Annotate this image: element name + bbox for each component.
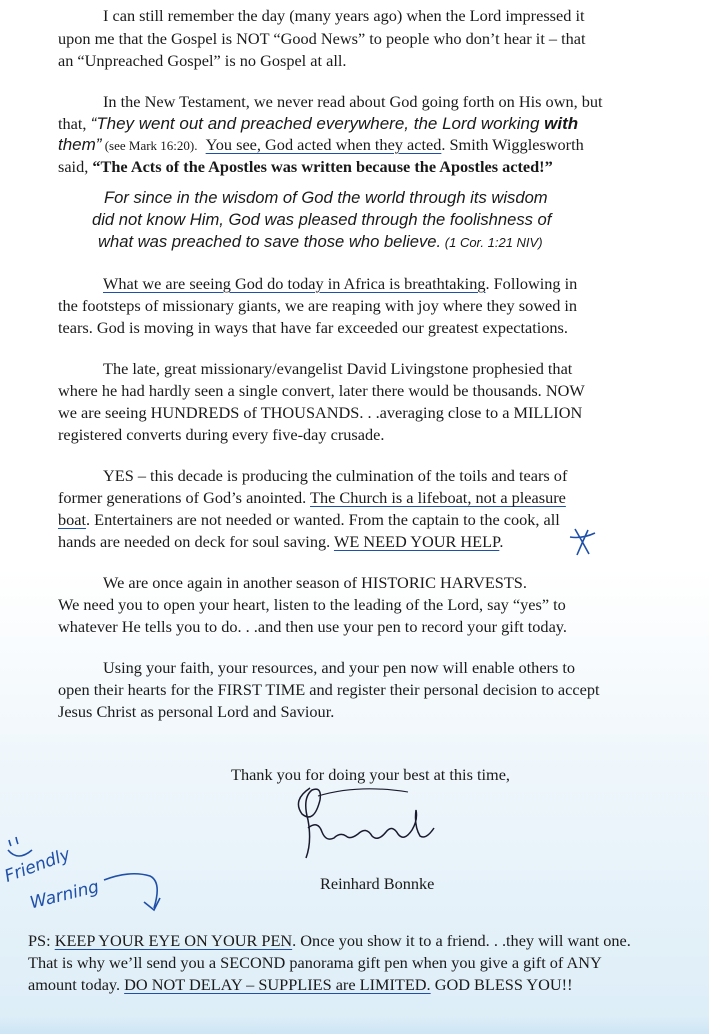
asterisk-mark-icon	[566, 527, 598, 557]
text-line	[58, 531, 709, 553]
text-segment: . Entertainers are not needed or wanted. From the captain to the cook, all	[86, 510, 560, 529]
text-line: I can still remember the day (many years ago) when the Lord impressed it	[103, 6, 585, 25]
text-segment: hands are needed on deck for soul saving.	[58, 532, 334, 551]
text-line: registered converts during every five-day crusade.	[58, 425, 385, 444]
quote-bold-segment: with	[544, 114, 579, 133]
paper-background-wash	[0, 1016, 709, 1034]
text-segment: that,	[58, 114, 91, 133]
text-segment: PS:	[28, 931, 55, 950]
quote-segment: them”	[58, 135, 102, 154]
text-line: In the New Testament, we never read about God going forth on His own, but	[103, 92, 603, 111]
underlined-phrase: WE NEED YOUR HELP	[333, 532, 500, 551]
signer-name: Reinhard Bonnke	[320, 874, 435, 893]
scripture-line: For since in the wisdom of God the world through its wisdom	[104, 188, 548, 207]
text-segment: .	[499, 532, 504, 551]
underlined-phrase: boat	[58, 510, 87, 529]
text-line: tears. God is moving in ways that have far exceeded our greatest expectations.	[58, 318, 568, 337]
closing-line: Thank you for doing your best at this time,	[231, 765, 510, 784]
text-line: the footsteps of missionary giants, we are reaping with joy where they sowed in	[58, 296, 578, 315]
text-line	[58, 134, 709, 157]
handwritten-word: Friendly	[2, 844, 74, 887]
text-line: open their hearts for the FIRST TIME and register their personal decision to accept	[58, 680, 600, 699]
text-line: We need you to open your heart, listen to the leading of the Lord, say “yes” to	[58, 595, 566, 614]
text-line: upon me that the Gospel is NOT “Good News” to people who don’t hear it – that	[58, 29, 586, 48]
text-line: Jesus Christ as personal Lord and Saviour.	[58, 702, 335, 721]
signature-image	[288, 780, 438, 870]
underlined-phrase: The Church is a lifeboat, not a pleasure	[310, 488, 566, 507]
text-line: we are seeing HUNDREDS of THOUSANDS. . .averaging close to a MILLION	[58, 403, 583, 422]
underlined-phrase: DO NOT DELAY – SUPPLIES are LIMITED.	[124, 975, 431, 994]
text-line: That is why we’ll send you a SECOND panorama gift pen when you give a gift of ANY	[28, 953, 602, 972]
scripture-line: did not know Him, God was pleased through the foolishness of	[92, 210, 552, 229]
text-line	[58, 113, 709, 135]
text-line: We are once again in another season of HISTORIC HARVESTS.	[103, 573, 527, 592]
underlined-phrase: KEEP YOUR EYE ON YOUR PEN	[54, 931, 293, 950]
text-line	[28, 930, 709, 952]
text-segment: said,	[58, 157, 93, 176]
text-line	[58, 487, 709, 509]
underlined-phrase: What we are seeing God do today in Africa is breathtaking	[103, 274, 486, 293]
text-segment: . Smith Wigglesworth	[441, 135, 584, 154]
text-line: an “Unpreached Gospel” is no Gospel at all.	[58, 51, 347, 70]
text-segment: . Once you show it to a friend. . .they will want one.	[292, 931, 631, 950]
bold-quote: “The Acts of the Apostles was written because the Apostles acted!”	[92, 157, 553, 176]
underlined-phrase: You see, God acted when they acted	[205, 135, 442, 154]
handwritten-word: Warning	[28, 876, 102, 914]
text-line	[28, 974, 709, 996]
scripture-line	[98, 231, 709, 254]
text-segment: amount today.	[28, 975, 125, 994]
text-line	[58, 156, 709, 178]
hand-drawn-arrow-icon	[100, 868, 170, 916]
scripture-reference: (1 Cor. 1:21 NIV)	[441, 235, 543, 250]
text-line: YES – this decade is producing the culmination of the toils and tears of	[103, 466, 568, 485]
text-line: The late, great missionary/evangelist David Livingstone prophesied that	[103, 359, 573, 378]
text-line: Using your faith, your resources, and your pen now will enable others to	[103, 658, 576, 677]
text-line	[58, 509, 709, 531]
scripture-reference: (see Mark 16:20).	[101, 138, 198, 153]
text-segment: former generations of God’s anointed.	[58, 488, 310, 507]
text-segment: GOD BLESS YOU!!	[430, 975, 573, 994]
quote-segment: “They went out and preached everywhere, the Lord working	[90, 114, 545, 133]
text-segment: . Following in	[485, 274, 578, 293]
text-line	[103, 273, 709, 295]
text-line: whatever He tells you to do. . .and then use your pen to record your gift today.	[58, 617, 567, 636]
scripture-text: what was preached to save those who believe.	[98, 232, 442, 251]
text-line: where he had hardly seen a single convert, later there would be thousands. NOW	[58, 381, 585, 400]
